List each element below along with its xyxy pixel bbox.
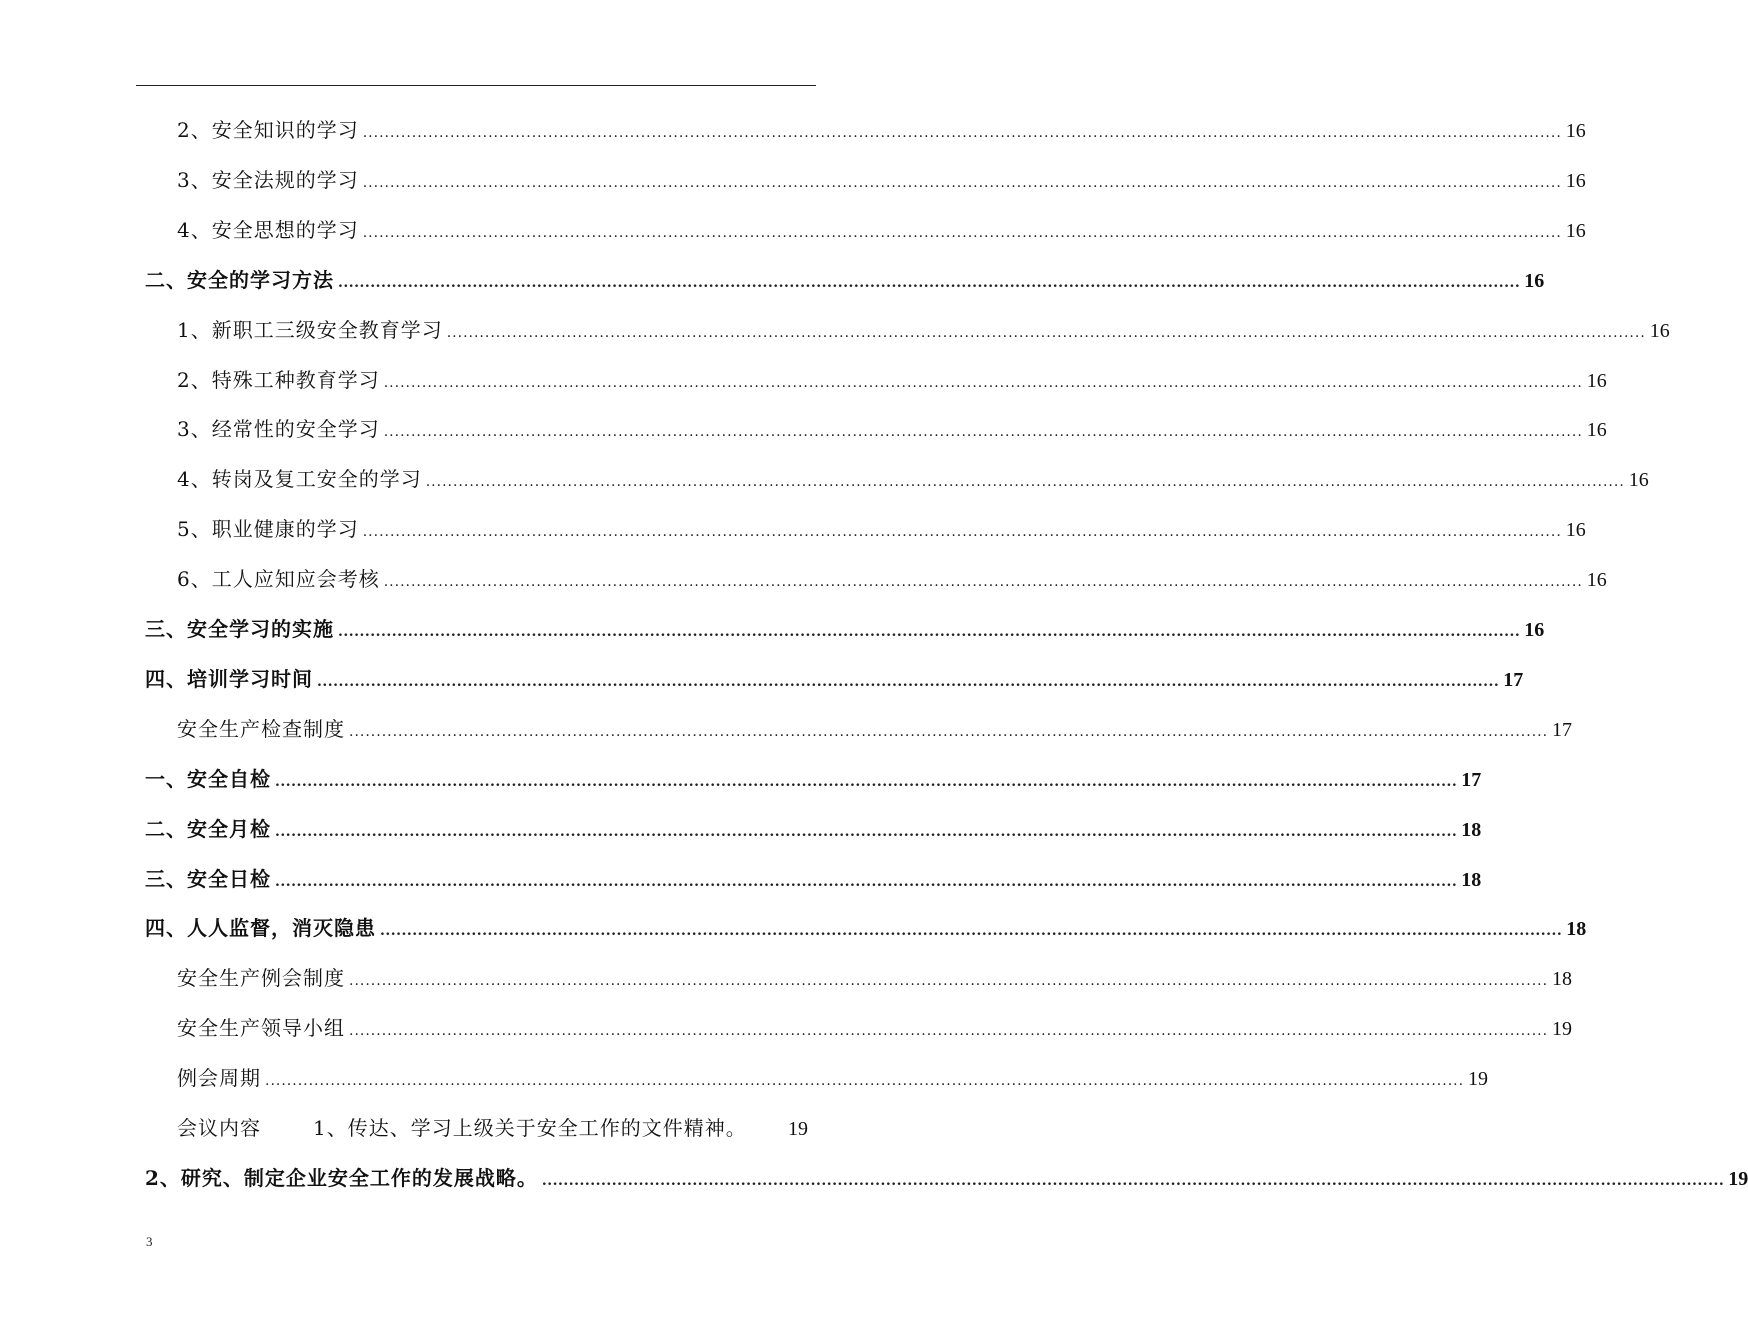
toc-entry-page: 16 — [1524, 269, 1545, 292]
toc-entry-title: 3、安全法规的学习 — [177, 167, 359, 192]
toc-entry[interactable] — [177, 409, 1607, 449]
toc-entry-page: 17 — [1461, 768, 1482, 791]
toc-entry-page: 19 — [788, 1118, 808, 1140]
toc-leader-dots: ............................................................................................................................................................................................................................ — [317, 673, 1500, 690]
toc-entry[interactable] — [145, 908, 1587, 948]
toc-entry-title: 一、安全自检 — [145, 766, 271, 791]
toc-entry-page: 16 — [1524, 619, 1545, 641]
toc-entry[interactable] — [145, 759, 1482, 799]
toc-entry-title — [177, 1108, 747, 1148]
toc-entry-title: 四、人人监督，消灭隐患 — [145, 916, 376, 941]
toc-entry-page: 16 — [1565, 219, 1586, 242]
toc-leader-dots: ............................................................................................................................................................................................................................ — [383, 374, 1583, 391]
toc-entry-page: 17 — [1552, 718, 1573, 741]
toc-entry-title-part: 1、传达、学习上级关于安全工作的文件精神。 — [313, 1116, 747, 1140]
toc-entry[interactable] — [177, 709, 1573, 749]
toc-leader-dots: ............................................................................................................................................................................................................................ — [275, 773, 1458, 790]
toc-leader-dots: ............................................................................................................................................................................................................................ — [380, 923, 1563, 940]
toc-entry-page: 17 — [1503, 668, 1524, 691]
toc-entry[interactable] — [145, 659, 1524, 699]
page-number: 3 — [146, 1234, 153, 1249]
toc-entry-title: 三、安全日检 — [145, 866, 271, 891]
toc-leader-dots: ............................................................................................................................................................................................................................ — [349, 723, 1549, 740]
toc-leader-dots: ............................................................................................................................................................................................................................ — [425, 474, 1625, 491]
toc-entry[interactable] — [177, 310, 1670, 350]
toc-leader-dots: ............................................................................................................................................................................................................................ — [275, 823, 1458, 840]
toc-leader-dots: ............................................................................................................................................................................................................................ — [383, 424, 1583, 441]
toc-entry-title: 三、安全学习的实施 — [145, 617, 334, 641]
toc-entry-title: 2、特殊工种教育学习 — [177, 367, 380, 392]
toc-leader-dots: ............................................................................................................................................................................................................................ — [446, 324, 1646, 341]
toc-leader-dots: ............................................................................................................................................................................................................................ — [275, 873, 1458, 890]
toc-leader-dots: ............................................................................................................................................................................................................................ — [338, 624, 1521, 640]
toc-leader-dots: ............................................................................................................................................................................................................................ — [265, 1073, 1465, 1090]
toc-entry-page: 19 — [1468, 1068, 1489, 1091]
toc-entry-title: 例会周期 — [177, 1066, 261, 1091]
toc-entry-title-part: 会议内容 — [177, 1116, 261, 1140]
toc-entry-title: 2、研究、制定企业安全工作的发展战略。 — [145, 1165, 538, 1190]
toc-leader-dots: ............................................................................................................................................................................................................................ — [541, 1172, 1725, 1189]
toc-entry-title: 二、安全的学习方法 — [145, 267, 334, 292]
toc-entry-page: 18 — [1552, 968, 1573, 991]
toc-entry[interactable] — [177, 160, 1586, 200]
toc-entry-page: 16 — [1649, 319, 1670, 342]
toc-entry-title: 四、培训学习时间 — [145, 666, 313, 691]
toc-entry-page: 16 — [1565, 120, 1586, 142]
toc-entry[interactable] — [145, 859, 1482, 899]
toc-entry-title: 4、转岗及复工安全的学习 — [177, 467, 422, 492]
toc-leader-dots: ............................................................................................................................................................................................................................ — [362, 224, 1562, 241]
toc-entry-page: 16 — [1586, 369, 1607, 392]
toc-entry-title: 1、新职工三级安全教育学习 — [177, 317, 443, 342]
toc-entry-page: 16 — [1565, 519, 1586, 542]
toc-entry[interactable] — [177, 110, 1586, 150]
toc-entry[interactable] — [177, 559, 1607, 599]
toc-entry-title: 4、安全思想的学习 — [177, 217, 359, 242]
toc-entry[interactable] — [177, 459, 1649, 499]
toc-entry-page: 19 — [1728, 1167, 1748, 1190]
toc-entry[interactable] — [177, 958, 1573, 998]
toc-entry-title: 安全生产例会制度 — [177, 966, 345, 991]
toc-entry-page: 16 — [1586, 569, 1607, 592]
toc-entry-title: 3、经常性的安全学习 — [177, 417, 380, 442]
toc-entry-title: 6、工人应知应会考核 — [177, 567, 380, 592]
toc-entry-page: 16 — [1628, 469, 1649, 492]
toc-entry[interactable] — [177, 360, 1607, 400]
toc-entry[interactable] — [177, 1008, 1573, 1048]
toc-entry-title: 二、安全月检 — [145, 816, 271, 841]
toc-entry[interactable] — [145, 809, 1482, 849]
toc-entry-title: 2、安全知识的学习 — [177, 118, 359, 142]
toc-entry[interactable] — [177, 1058, 1489, 1098]
toc-entry-title: 安全生产领导小组 — [177, 1016, 345, 1041]
toc-entry-title: 5、职业健康的学习 — [177, 517, 359, 542]
toc-entry[interactable] — [177, 509, 1586, 549]
toc-entry[interactable] — [145, 1158, 1748, 1198]
toc-leader-dots: ............................................................................................................................................................................................................................ — [362, 125, 1562, 141]
toc-leader-dots: ............................................................................................................................................................................................................................ — [362, 524, 1562, 541]
toc-entry[interactable] — [177, 1108, 808, 1148]
toc-entry-page: 18 — [1461, 868, 1482, 891]
toc-leader-dots: ............................................................................................................................................................................................................................ — [338, 274, 1521, 291]
toc-entry-page: 19 — [1552, 1018, 1573, 1041]
toc-entry-page: 18 — [1461, 818, 1482, 841]
toc-entry[interactable] — [145, 609, 1545, 649]
toc-entry-page: 18 — [1566, 918, 1587, 941]
toc-entry[interactable] — [145, 260, 1545, 300]
toc-entry-page: 16 — [1565, 169, 1586, 192]
toc-entry-page: 16 — [1586, 419, 1607, 442]
toc-leader-dots: ............................................................................................................................................................................................................................ — [362, 174, 1562, 191]
toc-entry-title: 安全生产检查制度 — [177, 716, 345, 741]
toc-leader-dots: ............................................................................................................................................................................................................................ — [349, 1023, 1549, 1040]
toc-leader-dots: ............................................................................................................................................................................................................................ — [383, 574, 1583, 591]
header-rule — [136, 85, 816, 86]
toc-entry[interactable] — [177, 210, 1586, 250]
toc-leader-dots: ............................................................................................................................................................................................................................ — [349, 973, 1549, 990]
